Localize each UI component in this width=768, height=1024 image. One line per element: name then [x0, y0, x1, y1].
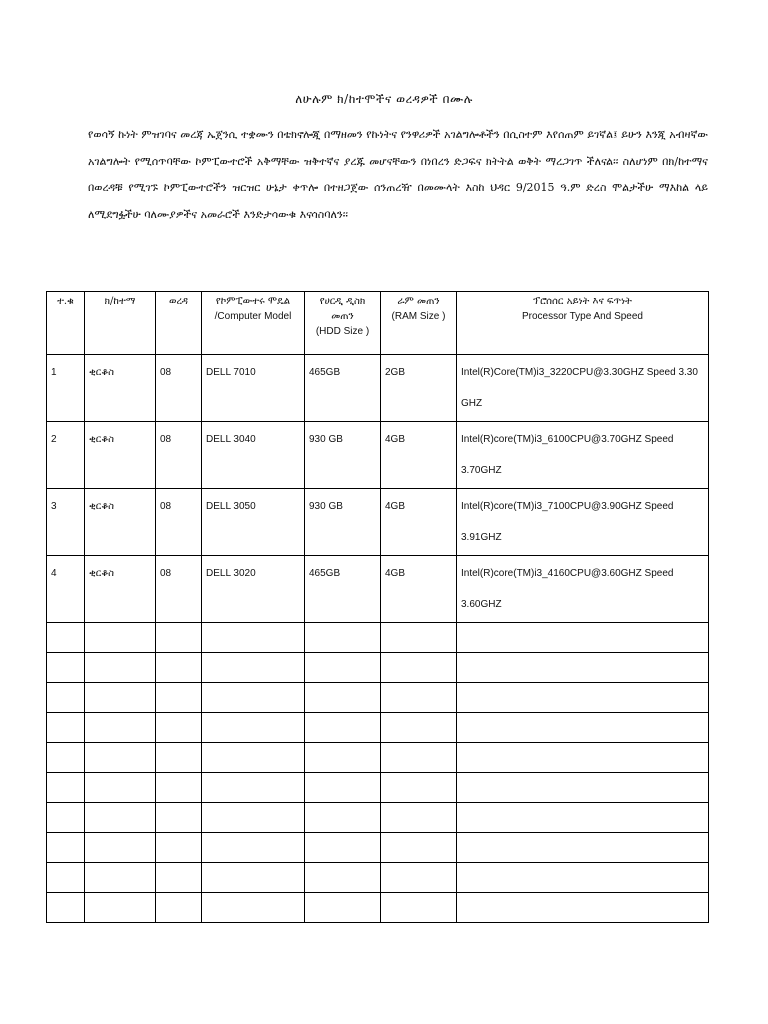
- cell-model: DELL 3040: [202, 422, 305, 489]
- header-hdd: የሀርዲ ዲስክ መጠን (HDD Size ): [305, 292, 381, 355]
- computer-inventory-table: [46, 291, 709, 923]
- cell-ram: 4GB: [381, 489, 457, 556]
- empty-table-row: [47, 863, 709, 893]
- cell-no: 4: [47, 556, 85, 623]
- empty-table-row: [47, 683, 709, 713]
- cell-ram: 4GB: [381, 422, 457, 489]
- table-row: [47, 489, 709, 556]
- cell-woreda: 08: [156, 355, 202, 422]
- cell-hdd: 930 GB: [305, 489, 381, 556]
- cell-cpu: Intel(R)core(TM)i3_7100CPU@3.90GHZ Speed 3.91GHZ: [457, 489, 709, 556]
- header-woreda: ወረዳ: [156, 292, 202, 355]
- cell-hdd: 930 GB: [305, 422, 381, 489]
- empty-table-row: [47, 773, 709, 803]
- cell-subcity: ቂርቆስ: [85, 355, 156, 422]
- cell-subcity: ቂርቆስ: [85, 422, 156, 489]
- header-no: ተ.ቁ: [47, 292, 85, 355]
- header-model: የኮምፒውተሩ ሞዴል /Computer Model: [202, 292, 305, 355]
- cell-no: 1: [47, 355, 85, 422]
- cell-woreda: 08: [156, 556, 202, 623]
- cell-model: DELL 7010: [202, 355, 305, 422]
- table-header-row: [47, 292, 709, 355]
- empty-table-row: [47, 713, 709, 743]
- table-row: [47, 422, 709, 489]
- cell-subcity: ቂርቆስ: [85, 556, 156, 623]
- cell-subcity: ቂርቆስ: [85, 489, 156, 556]
- table-row: [47, 556, 709, 623]
- cell-hdd: 465GB: [305, 556, 381, 623]
- empty-table-row: [47, 653, 709, 683]
- cell-hdd: 465GB: [305, 355, 381, 422]
- cell-ram: 2GB: [381, 355, 457, 422]
- cell-model: DELL 3050: [202, 489, 305, 556]
- cell-cpu: Intel(R)core(TM)i3_4160CPU@3.60GHZ Speed 3.60GHZ: [457, 556, 709, 623]
- table-row: [47, 355, 709, 422]
- cell-cpu: Intel(R)core(TM)i3_6100CPU@3.70GHZ Speed 3.70GHZ: [457, 422, 709, 489]
- cell-no: 3: [47, 489, 85, 556]
- header-cpu: ፕሮሰሰር አይነት እና ፍጥነት Processor Type And Speed: [457, 292, 709, 355]
- document-title: ለሁሉም ክ/ከተሞችና ወረዳዎች በሙሉ: [295, 92, 473, 106]
- cell-no: 2: [47, 422, 85, 489]
- empty-table-row: [47, 623, 709, 653]
- header-subcity: ክ/ከተማ: [85, 292, 156, 355]
- cell-ram: 4GB: [381, 556, 457, 623]
- empty-table-row: [47, 803, 709, 833]
- header-ram: ራም መጠን (RAM Size ): [381, 292, 457, 355]
- body-paragraph: የወሳኝ ኩነት ምዝገባና መረጃ ኤጀንሲ ተቋሙን በቴክኖሎጂ በማዘመን የኩነትና የንዋሪዎች አገልግሎቶችን በሲስተም እየሰጠም ይገኛል፤ ይሁን እንጂ አብዛኛው አገልግሎት የሚሰጥባቸው ኮምፒውተሮች አቅማቸው ዝቅተኛና ያረጁ መሆናቸውን በነበረን ድጋፍና ክትትል ወቅት ማረጋገጥ ችለናል፡፡ ስለሆነም በክ/ከተማና በወረዳቹ የሚገኙ ኮምፒውተሮችን ዝርዝር ሁኔታ ቀጥሎ በተዘጋጀው ሰንጠረዥ በመሙላት እስከ ህዳር 9/2015 ዓ.ም ድረስ ሞልታችሁ ማእከል ላይ ለሚደግፏችሁ ባለሙያዎችና አመራሮች እንድታሳውቁ እናሳስባለን፡፡: [88, 128, 708, 221]
- cell-model: DELL 3020: [202, 556, 305, 623]
- empty-table-row: [47, 743, 709, 773]
- empty-table-row: [47, 893, 709, 923]
- cell-woreda: 08: [156, 489, 202, 556]
- cell-cpu: Intel(R)Core(TM)i3_3220CPU@3.30GHZ Speed 3.30 GHZ: [457, 355, 709, 422]
- cell-woreda: 08: [156, 422, 202, 489]
- empty-table-row: [47, 833, 709, 863]
